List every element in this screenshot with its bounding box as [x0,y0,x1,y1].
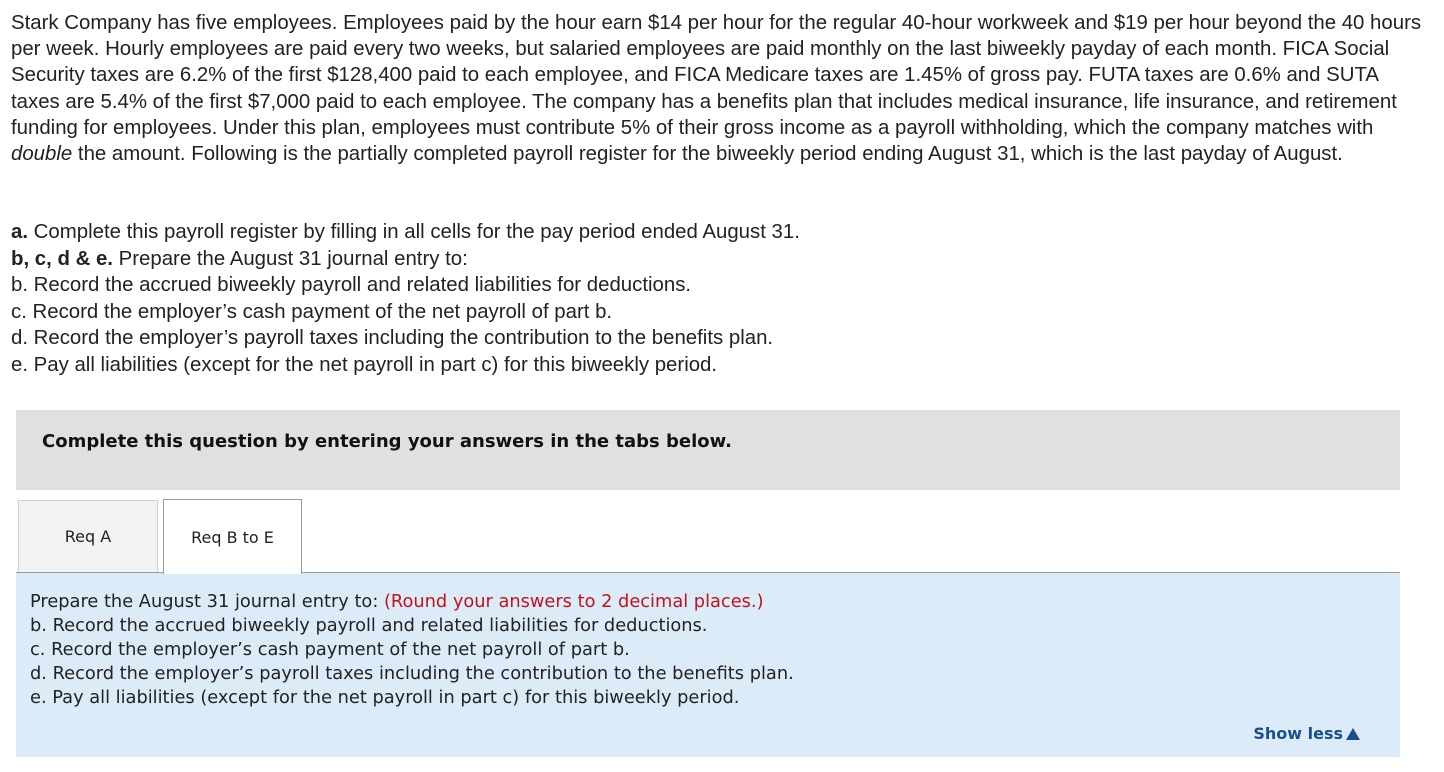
tab-req-a[interactable]: Req A [18,500,158,572]
panel-line: b. Record the accrued biweekly payroll and related liabilities for deductions. [30,615,708,636]
requirement-text: d. Record the employer’s payroll taxes including the contribution to the benefits plan. [11,327,774,350]
panel-instructions [30,590,794,710]
requirement-item [11,352,1411,379]
requirement-key: b, c, d & e. [11,247,113,270]
requirement-item [11,325,1411,352]
panel-line: d. Record the employer’s payroll taxes including the contribution to the benefits plan. [30,663,794,684]
requirements-list [11,219,1411,379]
tab-req-b-to-e[interactable]: Req B to E [163,499,302,574]
triangle-up-icon [1346,728,1360,740]
requirement-item [11,219,1411,246]
requirement-item [11,246,1411,273]
instruction-banner [16,410,1400,490]
requirement-text: Prepare the August 31 journal entry to: [112,247,468,270]
instruction-banner-text: Complete this question by entering your answers in the tabs below. [42,431,732,452]
panel-lead: Prepare the August 31 journal entry to: [30,591,384,612]
problem-statement-part1: Stark Company has five employees. Employees paid by the hour earn $14 per hour for the regular 40-hour workweek and $19 per hour beyond the 40 hours per week. Hourly employees are paid every two weeks, but salaried employees are paid monthly on the last biweekly payday of each month. FICA Social Security taxes are 6.2% of the first $128,400 paid to each employee, and FICA Medicare taxes are 1.45% of gross pay. FUTA taxes are 0.6% and SUTA taxes are 5.4% of the first $7,000 paid to each employee. The company has a benefits plan that includes medical insurance, life insurance, and retirement funding for employees. Under this plan, employees must contribute 5% of their gross income as a payroll withholding, which the company matches with [11,12,1422,139]
requirement-tabs [16,499,1400,574]
show-less-label: Show less [1253,724,1343,743]
requirement-key: a. [11,221,29,243]
tab-panel-req-b-to-e [16,573,1400,757]
panel-lead-line [30,590,794,614]
requirement-text: e. Pay all liabilities (except for the net payroll in part c) for this biweekly period. [11,353,718,376]
requirement-text: b. Record the accrued biweekly payroll and related liabilities for deductions. [11,274,692,297]
problem-statement-part2: the amount. Following is the partially completed payroll register for the biweekly period ending August 31, which is the last payday of August. [72,143,1343,166]
problem-statement [11,10,1431,167]
rounding-note: (Round your answers to 2 decimal places.) [383,591,764,612]
panel-line: c. Record the employer’s cash payment of the net payroll of part b. [30,639,630,660]
requirement-item [11,299,1411,326]
panel-line: e. Pay all liabilities (except for the net payroll in part c) for this biweekly period. [30,687,740,708]
requirement-item [11,272,1411,299]
requirement-text: Complete this payroll register by filling in all cells for the pay period ended August 31. [28,221,800,243]
requirement-text: c. Record the employer’s cash payment of the net payroll of part b. [11,300,613,323]
problem-statement-emphasis: double [11,143,73,166]
show-less-button[interactable] [1253,724,1360,743]
